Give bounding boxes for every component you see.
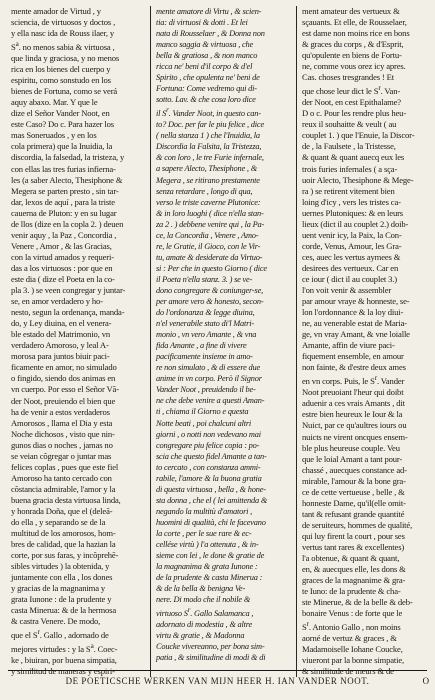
text-line: sieme con lei , le done & gratie de — [156, 551, 265, 561]
text-line: ces, auec les vertus aymees & — [302, 251, 401, 262]
text-line: n'el venerabile stato di'l Matri- — [156, 319, 254, 329]
text-line: grata Iunone : de la prudente y — [11, 594, 112, 605]
text-line: ge, vn vray Amant, & vne loialle — [302, 329, 410, 340]
text-line: tant & refusant grande quantité — [302, 508, 405, 519]
text-line: que el $S^r$. Gallo , adornado de — [11, 628, 109, 641]
text-line: Discordia la Falsita, la Tristezza, — [156, 142, 262, 152]
text-line: couplet 1. ) que l'Enuie, la Discor- — [302, 130, 415, 141]
text-line: non fainte, & d'estre deux ames — [302, 362, 406, 373]
text-line: qui luy firent la court , pour ses — [302, 530, 405, 541]
text-line: & con loro , le tre Furie infernale, — [156, 153, 264, 163]
footer-rule — [8, 670, 427, 671]
text-line: qu'opulente en biens de Fortu- — [302, 50, 402, 61]
text-line: & castra Venere. De modo, — [11, 616, 101, 627]
text-line: aorné de vertuz & graces , & — [302, 633, 397, 644]
text-line: este dia ( dize el Poeta en la co- — [11, 273, 115, 284]
text-line: manco saggia & virtuosa , che — [156, 40, 254, 50]
text-line: viueront par la bonne simpatie, — [302, 655, 405, 666]
text-line: ble plus heureuse couple. Veu — [302, 442, 400, 453]
text-line: ne, comme vous orez icy apres. — [302, 61, 406, 72]
text-line: uent venir icy, la Paix, la Con- — [302, 229, 402, 240]
text-line: verso le triste caverne Plutonice: — [156, 197, 261, 207]
text-line: y similitud de maneras y espiri- — [11, 666, 115, 677]
text-line: nere. Di modo che il nobile & — [156, 595, 251, 605]
text-line: se, en amor verdadero y ho- — [11, 296, 103, 307]
text-line: re, le Gratie, il Gioco, con le Vir- — [156, 241, 261, 251]
text-line: D o c. Pour les rendre plus heu- — [302, 108, 407, 119]
text-line: y gracias de la magnanima y — [11, 583, 106, 594]
text-line: verdadero Amoroso, y leal A- — [11, 340, 109, 351]
text-line: lieux (dict il au couplet 2.) doib- — [302, 218, 409, 229]
text-line: nesto, segun la ordenança, manda- — [11, 307, 125, 318]
text-line: bienes de Fortuna, como se verá — [11, 86, 118, 97]
text-line: ble estado del Matrimonio, vn — [11, 329, 110, 340]
text-line: reux il souhaitte & veult ( au — [302, 119, 397, 130]
text-line: que chose leur dict le $S^r$. Van- — [302, 84, 401, 97]
text-line: za 2 . ) debbene venire qui , la Pa- — [156, 219, 265, 229]
text-line: gunos dias o noches , jamas no — [11, 439, 113, 450]
text-line: mejores virtudes : y la $S^a$. Coec- — [11, 642, 118, 655]
text-line: sibles virtudes ) la obtenida, y — [11, 561, 110, 572]
text-line: ce iour ( dict il au couplet 3.) — [302, 273, 397, 284]
text-line: tu, amate & desiderate da Virtuo- — [156, 252, 263, 262]
text-line: venir aquy , la Paz , Concordia , — [11, 229, 117, 240]
text-line: Notte beati , poi chalcuni altri — [156, 418, 252, 428]
text-line: casta Minerua: & de la hermosa — [11, 605, 117, 616]
text-line: $S^r$. Antonio Gallo , non moins — [302, 620, 401, 633]
text-line: scia che questo fidel Amante a tan- — [156, 451, 267, 461]
text-line: do ella , y separando se de la — [11, 517, 106, 528]
text-line: desirees des vertueux. Car en — [302, 262, 399, 273]
text-line: sta donna , che el ( lei amittenda & — [156, 495, 268, 505]
text-line: ricca ne' beni d'il corpo & d'el — [156, 62, 253, 72]
text-line: multitud de los amorosos, hom- — [11, 528, 116, 539]
text-line: felices coplas , pues que este fiel — [11, 461, 119, 472]
text-line: Venere , Amor , & las Gracias, — [11, 240, 112, 251]
running-title: DE POETICSCHE WERKEN VAN MIJN HEER H. IAN VANDER NOOT. — [65, 676, 370, 686]
text-line: y honrada Doña, que el (deleã- — [11, 505, 113, 516]
text-line: ficamente en amor, no simulado — [11, 362, 117, 373]
text-line: vn cuerpo. Por esso el Señor Vã- — [11, 384, 119, 395]
text-line: chassé , auecques constance ad- — [302, 464, 407, 475]
text-line: lon l'ordonnance & la loy diui- — [302, 307, 404, 318]
text-line: este Caso? Do c. Para hazer los — [11, 119, 114, 130]
text-line: discordia, la falsedad, la tristeza, y — [11, 152, 125, 163]
text-line: & in loro luoghi ( dice n'ella stan- — [156, 208, 264, 218]
text-line: ke , biuiran, por buena simpatia, — [11, 655, 117, 666]
text-line: to cercato , con constanza ammi- — [156, 462, 261, 472]
text-line: la corte , per le sue rare & ec- — [156, 529, 252, 538]
text-line: ment amateur des vertueux & — [302, 6, 400, 16]
italian-column — [150, 6, 296, 677]
text-line: Vander Noot , preuidendo il be- — [156, 385, 256, 395]
text-line: virtuoso $S^r$. Gallo Salamanca , — [156, 606, 254, 619]
text-line: cõstancia admirable, l'amor y la — [11, 483, 116, 494]
text-line: negando la multitù d'amatori , — [156, 506, 253, 516]
text-line: ha de venir a estos verdaderos — [11, 406, 110, 417]
text-line: ce de cette vertueuse , belle , & — [302, 486, 405, 497]
text-line: to? Doc. per far le piu felice , dice — [156, 120, 264, 130]
text-line: espiritu, como sonstudo en los — [11, 75, 111, 86]
text-line: mas Soneruados , y en los — [11, 130, 97, 141]
text-line: se veian cõgregar o juntar mas — [11, 450, 112, 461]
text-line: der Noot, en cest Epithalame? — [302, 97, 401, 108]
text-line: Amoroso ha tanto cercado con — [11, 472, 112, 483]
text-line: y ella nasc ida de Rouss ilaer, y — [11, 28, 115, 39]
text-line: uoir Alecto, Thesiphone & Mege- — [302, 174, 414, 185]
text-line: $S^a$. no menos sabia & virtuosa , — [11, 40, 115, 52]
text-line: l'a obtenue, & quant & quant, — [302, 553, 400, 564]
text-line: Madamoiselle Iohane Coucke, — [302, 644, 403, 655]
text-line: vertus tant rares & excellentes) — [302, 541, 405, 552]
text-line: bres de calidad, que la hazian la — [11, 539, 116, 550]
text-line: cellése virtù ) l'a ottenuta , & in- — [156, 540, 259, 550]
text-line: ( nella stanza 1 ) che l'Inuidia, la — [156, 131, 260, 141]
text-line: Spirito , che opulenta ne' beni de — [156, 73, 260, 83]
text-line: ra ) se retirent vitement bien — [302, 185, 395, 196]
text-line: morosa para juntos biuir paci- — [11, 351, 110, 362]
text-line: graces de la magnanime & gra- — [302, 575, 406, 586]
text-line: fiquement ensemble, en amour — [302, 351, 404, 362]
text-line: Noot preuoiant l'heur qui doibt — [302, 387, 404, 398]
text-line: & similitude de meurs & de — [302, 666, 394, 677]
text-line: juntamente con ella , los dones — [11, 572, 113, 583]
text-line: si : Per che in questo Giorno ( dice — [156, 263, 267, 273]
text-line: cola primera) que la Inuidia, la — [11, 141, 113, 152]
french-column — [296, 6, 429, 677]
text-line: per amore vero & honesto, secon- — [156, 297, 264, 307]
text-line: il Poeta n'ella stanz. 3. ) se ve- — [156, 274, 253, 284]
text-line: ti , chiama il Giorno e questa — [156, 407, 249, 417]
text-line: pacificamente insieme in amo- — [156, 352, 253, 362]
text-line: en vn corps. Puis, le $S^r$. Vander — [302, 374, 405, 387]
text-line: Noche dichosos , visto que nin- — [11, 428, 115, 439]
text-line: der Noot, preuiendo el bien que — [11, 395, 116, 406]
text-line: que linda y graciosa, y no menos — [11, 53, 120, 64]
text-line: dize el Señor Vander Noot, en — [11, 108, 110, 119]
text-line: de llos (dize en la copla 2. ) deuen — [11, 218, 124, 229]
text-line: ne, au venerable estat de Maria- — [302, 318, 407, 329]
text-line: pla 3. ) se veen congregar y juntar- — [11, 285, 126, 296]
text-line: patia , & similitudine di modi & di — [156, 653, 266, 663]
text-line: Megera , se ritirano prestamente — [156, 175, 260, 185]
text-line: honneste Dame, qu'il(elle omit- — [302, 497, 406, 508]
text-line: en, & auecques elle, les dons & — [302, 564, 406, 575]
text-line: con ellas las tres furias infierna- — [11, 163, 116, 174]
text-line: rica en los bienes del cuerpo y — [11, 64, 111, 75]
text-line: bonaire Venus : de forte que le — [302, 608, 403, 619]
text-line: senza retardare , longo di qua, — [156, 186, 253, 196]
text-line: das a los virtuosos : por que en — [11, 262, 113, 273]
text-line: uernes Plutoniques: & en leurs — [302, 207, 403, 218]
text-line: est dame non moins rice en bons — [302, 28, 410, 39]
text-line: re non simulato , & di essere due — [156, 363, 260, 373]
text-line: Nuict, par ce qu'aultres iours ou — [302, 420, 407, 431]
text-line: con la virtud amados y requeri- — [11, 251, 114, 262]
text-line: bella & gratiosa , & non manco — [156, 51, 258, 61]
text-line: fida Amante , a fine di vivere — [156, 341, 247, 351]
spanish-column — [6, 6, 150, 677]
text-line: dar, lexos de aquí , para la triste — [11, 196, 115, 207]
text-line: mente amador de Virtud , y — [11, 6, 101, 16]
text-line: trois furies infernales ( a sça- — [302, 163, 398, 174]
text-line: giorni , o notti non vedevano mai — [156, 429, 261, 439]
text-line: do l'ordonanza & legge diuina, — [156, 308, 255, 318]
signature-mark: O — [422, 676, 429, 686]
text-line: di questa virtuosa , bella , & hone- — [156, 484, 266, 494]
text-line: anime in vn corpo. Però il Signor — [156, 374, 262, 384]
text-line: de seruiteurs, hommes de qualité, — [302, 519, 413, 530]
text-line: que le loial Amant a tant pour- — [302, 453, 403, 464]
text-line: o fingido, siendo dos animas en — [11, 373, 116, 384]
text-line: ce, la Concordia , Venere , Amo- — [156, 230, 259, 240]
text-line: aquy abaxo. Mar. Y que le — [11, 97, 98, 108]
text-line: huomini di qualità, chi le facevano — [156, 517, 266, 527]
text-line: sçauants. Et elle, de Rousselaer, — [302, 17, 407, 28]
text-line: il $S^r$. Vander Noot, in questo can- — [156, 106, 261, 119]
text-line: dono congregare & coniunger-se, — [156, 285, 263, 295]
text-line: buena gracia desta virtuosa linda, — [11, 494, 121, 505]
text-line: de , la Faulsete , la Tristesse, — [302, 141, 396, 152]
text-line: & graces du corps , & d'Esprit, — [302, 39, 404, 50]
text-line: nuicts ne virent oncques ensem- — [302, 431, 408, 442]
three-column-text — [6, 6, 431, 677]
text-line: estre bien heureux le Iour & la — [302, 409, 403, 420]
text-line: cauerna de Pluton: y en su lugar — [11, 207, 117, 218]
text-line: monio , vn vero Amante , & vna — [156, 330, 257, 340]
text-line: Amante, affin de viure paci- — [302, 340, 395, 351]
text-line: mente amatore di Virtu , & scien- — [156, 7, 262, 16]
text-line: ste Minerue, & de la belle & deb- — [302, 597, 413, 608]
text-line: virtu & gratie , & Madonna — [156, 631, 245, 641]
text-line: Amorosos , llama el Dia y esta — [11, 417, 113, 428]
text-line: aduenir a ces vrais Amants , dit — [302, 398, 405, 409]
text-line: sotto. Lav. & che cosa loro dice — [156, 95, 256, 105]
text-line: nata di Rousselaer , & Donna non — [156, 29, 265, 39]
text-line: Cas. choses tresgrandes ! Et — [302, 72, 394, 83]
text-line: congregare piu felice copia : po- — [156, 440, 260, 450]
text-line: corde, Venus, Amour, les Gra- — [302, 240, 402, 251]
text-line: Fortuna: Come vedremo qui di- — [156, 84, 257, 94]
text-line: loing d'icy , vers les tristes ca- — [302, 196, 401, 207]
text-line: les (a saber Alecto, Thesiphone & — [11, 174, 123, 185]
text-line: do, y Ley diuina, en el venera- — [11, 318, 112, 329]
text-line: rabile, l'amore & la buona gratia — [156, 473, 262, 483]
text-line: ne che debe venire a questi Aman- — [156, 396, 265, 406]
text-line: corte, por sus faras, y incõprehē- — [11, 550, 119, 561]
text-line: de la prudente & casta Minerua : — [156, 573, 263, 583]
text-line: Coucke vivereanno, per bona sim- — [156, 642, 265, 652]
text-line: la magnanima & grata Iunone : — [156, 562, 258, 572]
text-line: & de la bella & benigna Ve- — [156, 584, 246, 594]
text-line: te Iuno: de la prudente & cha- — [302, 586, 401, 597]
text-line: l'on voit venir & assembler — [302, 285, 392, 296]
text-line: par amour vraye & honneste, se- — [302, 296, 410, 307]
text-line: Megera se parten presto , sin tar- — [11, 185, 119, 196]
text-line: adornato di modestia , & altre — [156, 620, 253, 630]
text-line: sciencia, de virtuosos y doctos , — [11, 17, 116, 28]
text-line: tia: di virtuosi & dotti . Et lei — [156, 18, 248, 28]
text-line: a sapere Alecto, Thesiphone , & — [156, 164, 258, 174]
text-line: & quant & quant auecq eux les — [302, 152, 405, 163]
text-line: mirable, l'amour & la bone gra- — [302, 475, 406, 486]
